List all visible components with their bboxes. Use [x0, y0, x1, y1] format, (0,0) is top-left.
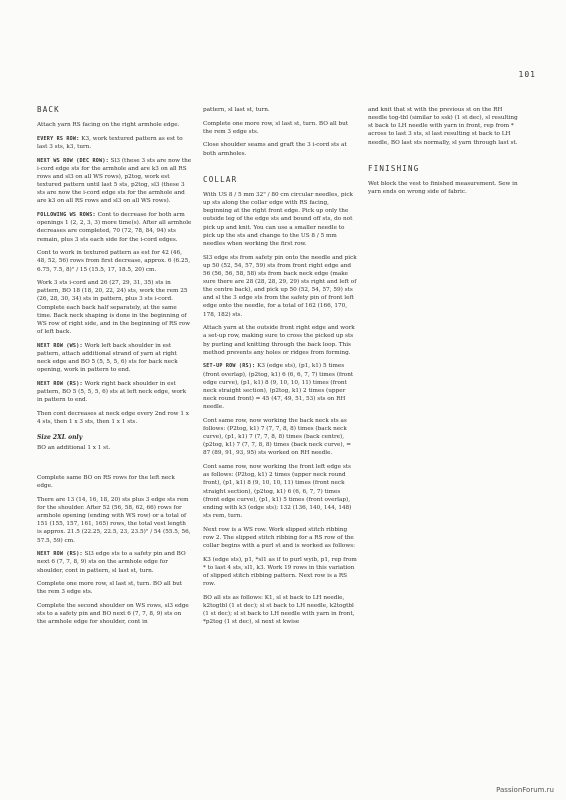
row-text: K3, work textured pattern as est to last 3 sts, k3, turn. — [37, 135, 183, 150]
middle-paragraph: With US 8 / 5 mm 32" / 80 cm circular needles, pick up sts along the collar edge with RS facing, beginning at the right front edge. Pick up only the outside leg of the edge sts and bound off sts, do not pick up and knit. You can use a smaller needle to pick up the sts and change to the US 8 / 5 mm needles when working the first row. — [203, 191, 353, 247]
back-paragraph: Attach yarn RS facing on the right armhole edge. — [37, 122, 180, 129]
back-paragraph — [37, 135, 192, 151]
back-paragraph — [37, 157, 192, 206]
back-paragraph — [37, 342, 192, 375]
row-label: NEXT ROW (RS): — [37, 551, 83, 558]
middle-paragraph: Complete one more row, sl last st, turn. BO all but the rem 3 edge sts. — [203, 120, 349, 135]
middle-paragraph — [203, 362, 358, 411]
page-number: 101 — [518, 70, 536, 79]
right-paragraph: and knit that st with the previous st on the RH needle tog-tbl (similar to ssk) (1 st dec), sl resulting st back to LH needle with yarn in front, rep from * across to last 3 sts, sl last resulting st back to LH needle, BO last sts normally, sl yarn through last st. — [368, 107, 518, 146]
finishing-heading: FINISHING — [368, 163, 420, 173]
row-text: Work left back shoulder in est pattern, attach additional strand of yarn at right neck edge and BO 5 (5, 5, 5, 6) sts for back neck opening, work in pattern to end. — [37, 342, 178, 374]
middle-paragraph: Attach yarn at the outside front right edge and work a set-up row, making sure to cross the picked up sts by purling and knitting through the back loop. This method prevents any holes or ridges from forming. — [203, 325, 355, 356]
footer-watermark: PassionForum.ru — [496, 786, 554, 794]
size-heading: Size 2XL only — [37, 434, 83, 442]
row-label: NEXT ROW (WS): — [37, 342, 83, 349]
middle-paragraph: Next row is a WS row. Work slipped stitch ribbing row 2. The slipped stitch ribbing for a RS row of the collar begins with a purl st and is worked as follows: — [203, 526, 356, 550]
back-paragraph: Complete one more row, sl last st, turn. BO all but the rem 3 edge sts. — [37, 581, 183, 596]
back-paragraph: Complete same BO on RS rows for the left neck edge. — [37, 474, 175, 490]
back-paragraph: Cont to work in textured pattern as est for 42 (46, 48, 52, 56) rows from first decrease, approx. 6 (6.25, 6.75, 7.5, 8)" / 15 (15.5, 17, 18.5, 20) cm. — [37, 250, 191, 273]
column-back — [37, 106, 192, 632]
middle-paragraph: K3 (edge sts), p1, *sl1 as if to purl wyib, p1, rep from * to last 4 sts, sl1, k3. Work 19 rows in this variation of slipped stitch ribbing pattern. Next row is a RS row. — [203, 556, 357, 588]
back-paragraph: Complete the second shoulder on WS rows, sl3 edge sts to a safety pin and BO next 6 (7, 7, 8, 9) sts on the armhole edge for shoulder, cont in — [37, 603, 189, 626]
row-label: NEXT WS ROW (DEC ROW): — [37, 157, 109, 164]
middle-paragraph: BO all sts as follows: K1, sl st back to LH needle, k2togtbl (1 st dec); sl st back to LH needle, k2togtbl (1 st dec); sl st back to LH needle with yarn in front, *p2tog (1 st dec), sl next st kwise — [203, 594, 355, 626]
right-paragraph: Wet block the vest to finished measurement. Sew in yarn ends on wrong side of fabric. — [368, 180, 518, 196]
row-text: Cont to decrease for both arm openings 1 (2, 2, 3, 3) more time(s). After all armhole decreases are completed, 70 (72, 78, 84, 94) sts remain, plus 3 sts each side for the i-cord edges. — [37, 212, 192, 243]
back-paragraph — [37, 550, 192, 574]
column-finishing — [368, 106, 523, 202]
middle-paragraph: Cont same row, now working the back neck sts as follows: (P2tog, k1) 7 (7, 7, 8, 8) times (back neck curve), (p1, k1) 7 (7, 7, 8, 8) times (back centre), (p2tog, k1) 7 (7, 7, 8, 8) times (back neck curve), = 87 (89, 91, 93, 95) sts worked on RH needle. — [203, 417, 352, 457]
middle-paragraph: Close shoulder seams and graft the 3 i-cord sts at both armholes. — [203, 142, 347, 157]
back-paragraph: BO an additional 1 x 1 st. — [37, 445, 111, 452]
row-text: Sl3 (these 3 sts are now the i-cord edge sts for the armhole and are k3 on all RS rows and sl3 on all WS rows), p2tog, work est textured pattern until last 5 sts, p2tog, sl3 (these 3 sts are now the i-cord edge sts for the armhole and are k3 on all RS rows and sl3 on all WS rows). — [37, 157, 192, 205]
row-text: Sl3 edge sts to a safety pin and BO next 6 (7, 7, 8, 9) sts on the armhole edge for shoulder, cont in pattern, sl last st, turn. — [37, 551, 186, 574]
back-heading: BACK — [37, 105, 60, 114]
row-label: EVERY RS ROW: — [37, 135, 80, 142]
middle-paragraph: pattern, sl last st, turn. — [203, 107, 270, 113]
row-text: Work right back shoulder in est pattern, BO 5 (5, 5, 5, 6) sts at left neck edge, work in pattern to end. — [37, 380, 187, 404]
row-label: FOLLOWING WS ROWS: — [37, 212, 96, 219]
middle-paragraph: Sl3 edge sts from safety pin onto the needle and pick up 50 (52, 54, 57, 59) sts from front right edge and 56 (56, 56, 58, 58) sts from back neck edge (make sure there are 28 (28, 28, 29, 29) sts right and left of the centre back), and pick up 50 (52, 54, 57, 59) sts and sl the 3 edge sts from the safety pin of front left edge onto the needle, for a total of 162 (166, 170, 178, 182) sts. — [203, 254, 357, 318]
row-text: K3 (edge sts), (p1, k1) 5 times (front overlap), (p2tog, k1) 6 (6, 6, 7, 7) times (front edge curve), (p1, k1) 8 (9, 10, 10, 11) times (front neck straight section), (p2tog, k1) 2 times (upper neck round front) = 45 (47, 49, 51, 53) sts on RH needle. — [203, 363, 354, 411]
back-paragraph: There are 13 (14, 16, 18, 20) sts plus 3 edge sts rem for the shoulder. After 52 (56, 58, 62, 66) rows for armhole opening (ending with WS row) or a total of 151 (155, 157, 161, 165) rows, the total vest length is approx. 21.5 (22.25, 22.5, 23, 23.5)" / 54 (55.5, 56, 57.5, 59) cm. — [37, 496, 191, 544]
middle-paragraph: Cont same row, now working the front left edge sts as follows: (P2tog, k1) 2 times (upper neck round front), (p1, k1) 8 (9, 10, 10, 11) times (front neck straight section), (p2tog, k1) 6 (6, 6, 7, 7) times (front edge curve), (p1, k1) 5 times (front overlap), ending with k3 (edge sts); 132 (136, 140, 144, 148) sts rem, turn. — [203, 464, 352, 520]
back-paragraph — [37, 211, 192, 244]
collar-heading: COLLAR — [203, 174, 238, 184]
row-label: NEXT ROW (RS): — [37, 380, 83, 387]
column-collar — [203, 106, 358, 632]
row-label: SET-UP ROW (RS): — [203, 363, 256, 370]
back-paragraph: Then cont decreases at neck edge every 2nd row 1 x 4 sts, then 1 x 3 sts, then 1 x 1 sts. — [37, 410, 189, 425]
back-paragraph: Work 3 sts i-cord and 26 (27, 29, 31, 35) sts in pattern, BO 18 (18, 20, 22, 24) sts, work the rem 25 (26, 28, 30, 34) sts in pattern, plus 3 sts i-cord. Complete each back half separately, at the same time. Back neck shaping is done in the beginning of WS row of right side, and in the beginning of RS row of left back. — [37, 280, 190, 336]
back-paragraph — [37, 380, 192, 404]
spacer — [37, 458, 192, 474]
